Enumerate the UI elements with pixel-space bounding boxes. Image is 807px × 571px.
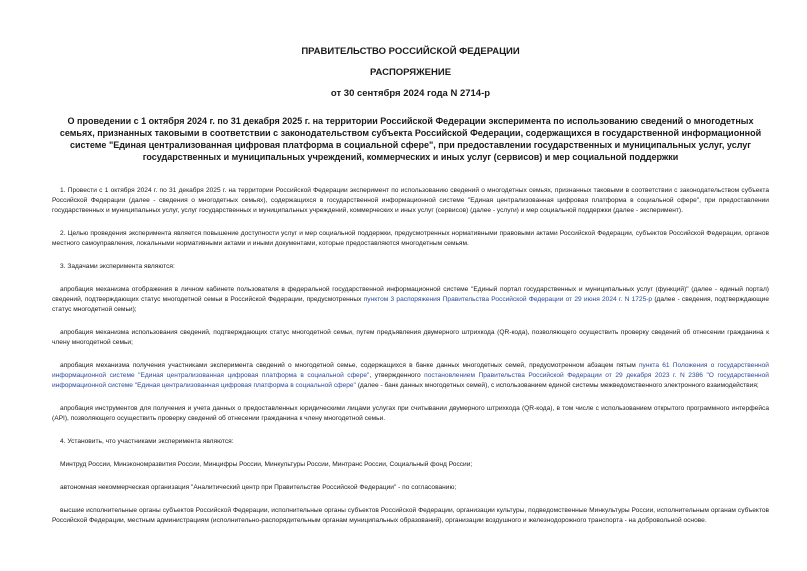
decree-2386-link[interactable]: постановлением Правительства Российской Федерации от 29 декабря 2023 г. N 2386 "О государственной информационной системе "Единая централизованная цифровая платформа в социальной сфере" [52, 372, 769, 389]
paragraph-5: апробация механизма использования сведений, подтверждающих статус многодетной семьи, путем предъявления двумерного штрихкода (QR-кода), позволяющего осуществить проверку сведений об отнесении гражданина к члену многодетной семьи; [52, 329, 769, 346]
paragraph-4-text-a: апробация механизма отображения в личном кабинете пользователя в федеральной государственной информационной системе "Единый портал государственных и муниципальных услуг (функций)" (далее - единый портал) сведений, подтверждающих статус многодетной семьи в Российской Федерации, предусмотренных [52, 286, 769, 303]
paragraph-2: 2. Целью проведения эксперимента является повышение доступности услуг и мер социальной поддержки, предусмотренных нормативными правовыми актами Российской Федерации, субъектов Российской Федерации, органов местного самоуправления, локальными нормативными актами и иными документами, которые предоставляются многодетным семьям. [52, 230, 769, 247]
regulation-point-61-link[interactable]: пункта 61 Положения о государственной информационной системе "Единая централизованная цифровая платформа в социальной сфере" [52, 362, 769, 379]
document-type-heading: РАСПОРЯЖЕНИЕ [369, 67, 452, 78]
paragraph-6 [52, 361, 769, 391]
paragraph-10: автономная некоммерческая организация "Аналитический центр при Правительстве Российской Федерации" - по согласованию; [60, 484, 457, 491]
paragraph-6-text-a: апробация механизма получения участниками эксперимента сведений о многодетной семье, содержащихся в банке данных многодетных семей, предусмотренном абзацем пятым [60, 362, 639, 369]
paragraph-4 [52, 285, 769, 315]
paragraph-8: 4. Установить, что участниками эксперимента являются: [60, 438, 234, 445]
order-1725-link[interactable]: пунктом 3 распоряжения Правительства Российской Федерации от 29 июня 2024 г. N 1725-р [363, 296, 653, 303]
document-body [52, 186, 769, 526]
government-heading: ПРАВИТЕЛЬСТВО РОССИЙСКОЙ ФЕДЕРАЦИИ [301, 46, 520, 57]
paragraph-11: высшие исполнительные органы субъектов Российской Федерации, исполнительные органы субъектов Российской Федерации, организации культуры, подведомственные Минкультуры России, исполнительным органам субъектов Российской Федерации, местным администрациям (исполнительно-распорядительным органам муниципальных образований), организации воздушного и железнодорожного транспорта - на добровольной основе. [52, 507, 769, 524]
document-title: О проведении с 1 октября 2024 г. по 31 декабря 2025 г. на территории Российской Федерации эксперимента по использованию сведений о многодетных семьях, признанных таковыми в соответствии с законодательством субъекта Российской Федерации, содержащихся в государственной информационной системе "Единая централизованная цифровая платформа в социальной сфере", при предоставлении государственных и муниципальных услуг, услуг государственных и муниципальных учреждений, коммерческих и иных услуг (сервисов) и мер социальной поддержки [59, 116, 762, 162]
paragraph-6-text-b: , утвержденного [369, 372, 425, 379]
document-date-line: от 30 сентября 2024 года N 2714-р [330, 88, 491, 99]
paragraph-6-text-c: (далее - банк данных многодетных семей), с использованием единой системы межведомственного электронного взаимодействия; [355, 382, 759, 389]
paragraph-1: 1. Провести с 1 октября 2024 г. по 31 декабря 2025 г. на территории Российской Федерации эксперимент по использованию сведений о многодетных семьях, признанных таковыми в соответствии с законодательством субъекта Российской Федерации (далее - сведения о многодетных семьях), содержащихся в государственной информационной системе "Единая централизованная цифровая платформа в социальной сфере", при предоставлении государственных и муниципальных услуг, услуг государственных и муниципальных учреждений, коммерческих и иных услуг (сервисов) (далее - услуги) и мер социальной поддержки (далее - эксперимент). [52, 187, 769, 214]
paragraph-3: 3. Задачами эксперимента являются: [60, 263, 175, 270]
paragraph-4-text-b: (далее - сведения, подтверждающие статус многодетной семьи); [52, 296, 769, 313]
paragraph-9: Минтруд России, Минэкономразвития России, Минцифры России, Минкультуры России, Минтранс России, Социальный фонд России; [60, 461, 473, 468]
paragraph-7: апробация инструментов для получения и учета данных о предоставленных юридическими лицами услугах при считывании двумерного штрихкода (QR-кода), в том числе с использованием открытого программного интерфейса (API), позволяющего осуществить проверку сведений об отнесении гражданина к члену многодетной семьи. [52, 405, 769, 422]
